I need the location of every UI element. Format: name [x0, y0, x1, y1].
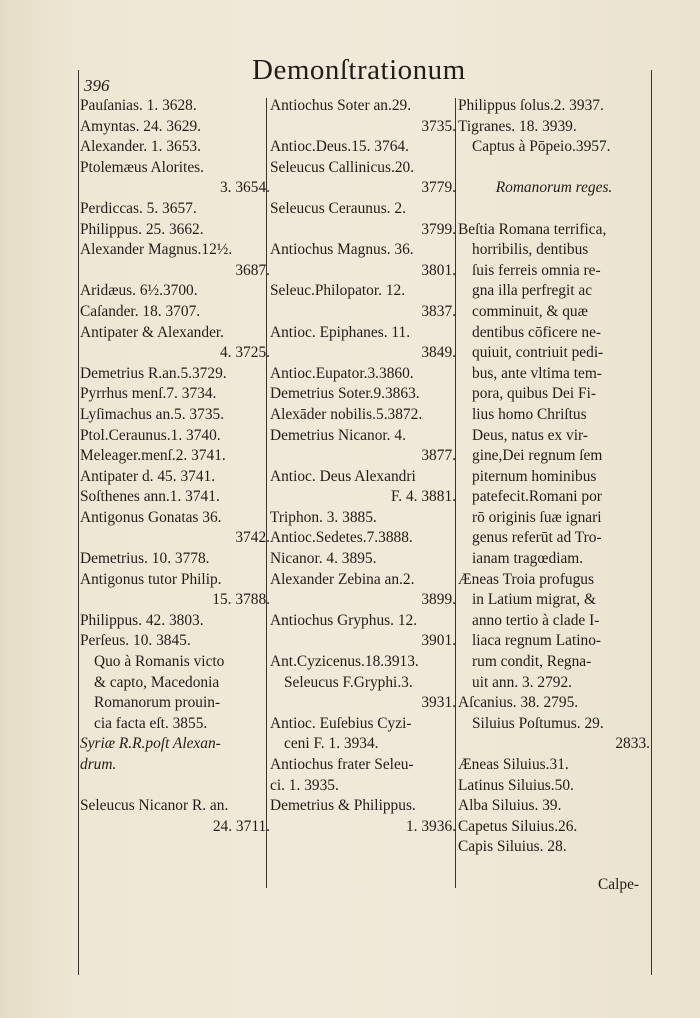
text-line: 4. 3725. [219, 344, 270, 362]
text-line: Antiochus frater Seleu- [270, 756, 414, 773]
text-line: Antioc. Euſebius Cyzi- [270, 714, 412, 732]
text-line: Romanorum reges. [495, 179, 613, 197]
column-left [80, 96, 270, 837]
text-line: Deus, natus ex vir- [472, 426, 588, 444]
text-line: Seleucus Nicanor R. an. [80, 797, 229, 815]
text-line: 24. 3711. [212, 817, 270, 835]
text-line: Beſtia Romana terrifica, [458, 220, 607, 238]
text-line: in Latium migrat, & [472, 591, 596, 609]
text-line: Demetrius R.an.5.3729. [80, 364, 227, 382]
text-line: Æneas Troia profugus [458, 570, 594, 588]
text-line: Capis Siluius. 28. [458, 838, 567, 856]
text-line: Seleucus Ceraunus. 2. [270, 199, 406, 217]
text-line: Æneas Siluius.31. [458, 756, 569, 773]
text-line: gna illa perfregit ac [472, 282, 593, 300]
text-line: Antipater & Alexander. [80, 323, 225, 341]
text-line: Antioc. Deus Alexandri [270, 467, 416, 485]
text-line: Triphon. 3. 3885. [270, 508, 377, 526]
text-line: Seleucus Callinicus.20. [270, 158, 415, 176]
text-line: 3837. [421, 302, 456, 320]
text-line: drum. [80, 756, 117, 773]
text-line: dentibus cōficere ne- [472, 323, 602, 341]
text-line: Perſeus. 10. 3845. [80, 632, 191, 650]
text-line: Ant.Cyzicenus.18.3913. [270, 653, 419, 671]
text-line: Caſander. 18. 3707. [80, 302, 201, 320]
text-line: 3779. [421, 179, 456, 197]
text-line: Philippus ſolus.2. 3937. [458, 97, 604, 114]
text-line: Antigonus Gonatas 36. [80, 508, 222, 526]
text-line: Antioc.Deus.15. 3764. [270, 138, 409, 156]
text-line: 3901. [421, 632, 456, 650]
text-line: Alexander Zebina an.2. [270, 570, 415, 588]
text-line: Capetus Siluius.26. [458, 817, 578, 835]
text-line: Quo à Romanis victo [94, 653, 225, 671]
text-line: Perdiccas. 5. 3657. [80, 199, 197, 217]
text-line: Aſcanius. 38. 2795. [458, 694, 579, 712]
text-line: 3899. [421, 591, 456, 609]
text-line: Alexander. 1. 3653. [80, 138, 201, 156]
text-line: Antiochus Magnus. 36. [270, 241, 414, 259]
text-line: Siluius Poſtumus. 29. [472, 714, 604, 732]
text-line: Pauſanias. 1. 3628. [80, 97, 197, 114]
text-line: 2833. [615, 735, 650, 753]
text-line: 3687. [235, 261, 270, 279]
text-line: Philippus. 42. 3803. [80, 611, 204, 629]
text-line: ianam tragœdiam. [472, 550, 584, 568]
text-line: Aridæus. 6½.3700. [80, 282, 198, 300]
text-line: Lyſimachus an.5. 3735. [80, 405, 225, 423]
text-line: 1. 3936. [405, 817, 456, 835]
text-line: Alba Siluius. 39. [458, 797, 562, 815]
text-line: Demetrius Nicanor. 4. [270, 426, 406, 444]
text-line: Demetrius Soter.9.3863. [270, 385, 420, 403]
text-line: gine,Dei regnum ſem [472, 447, 603, 465]
left-margin-rule [78, 70, 79, 975]
text-line: Antiochus Soter an.29. [270, 97, 412, 114]
text-line: Antioc.Sedetes.7.3888. [270, 529, 413, 547]
text-line: 3. 3654. [219, 179, 270, 197]
text-line: Philippus. 25. 3662. [80, 220, 204, 238]
text-line: uit ann. 3. 2792. [472, 673, 573, 691]
text-line: Antioc. Epiphanes. 11. [270, 323, 411, 341]
text-line: 3801. [421, 261, 456, 279]
text-line: Latinus Siluius.50. [458, 776, 574, 794]
text-line: genus referūt ad Tro- [472, 529, 602, 547]
text-line: Demetrius. 10. 3778. [80, 550, 210, 568]
text-line: Romanorum prouin- [94, 694, 221, 712]
column-right [458, 96, 650, 858]
text-line: 3931. [421, 694, 456, 712]
text-line: & capto, Macedonia [94, 673, 220, 691]
text-line [80, 776, 270, 797]
text-line [458, 158, 650, 179]
text-line: cia facta eſt. 3855. [94, 714, 208, 732]
page-number: 396 [84, 76, 110, 95]
text-line: Antioc.Eupator.3.3860. [270, 364, 414, 382]
text-line: 3742. [235, 529, 270, 547]
text-line: pora, quibus Dei Fi- [472, 385, 596, 403]
text-line: bus, ante vltima tem- [472, 364, 602, 382]
text-line: Ptolemæus Alorites. [80, 158, 204, 176]
text-line: ceni F. 1. 3934. [284, 735, 379, 753]
text-line: Captus à Pōpeio.3957. [472, 138, 611, 156]
text-line: 3799. [421, 220, 456, 238]
text-line: Antipater d. 45. 3741. [80, 467, 216, 485]
right-margin-rule [651, 70, 652, 975]
text-line: Demetrius & Philippus. [270, 797, 416, 815]
text-line: Syriæ R.R.poſt Alexan- [80, 735, 221, 753]
text-line: comminuit, & quæ [472, 302, 588, 320]
text-line [458, 199, 650, 220]
text-line: Seleucus F.Gryphi.3. [284, 673, 413, 691]
text-line: ci. 1. 3935. [270, 776, 339, 794]
catchword: Calpe- [598, 876, 640, 893]
text-line: Antiochus Gryphus. 12. [270, 611, 418, 629]
text-line: anno tertio à clade I- [472, 611, 600, 629]
text-line: Amyntas. 24. 3629. [80, 117, 201, 135]
text-line: liaca regnum Latino- [472, 632, 602, 650]
text-line: 3849. [421, 344, 456, 362]
text-line: Ptol.Ceraunus.1. 3740. [80, 426, 221, 444]
text-line: Seleuc.Philopator. 12. [270, 282, 406, 300]
column-middle [270, 96, 456, 837]
text-line: 3735. [421, 117, 456, 135]
text-line: quiuit, contriuit pedi- [472, 344, 604, 362]
text-line: patefecit.Romani por [472, 488, 602, 506]
text-line: Tigranes. 18. 3939. [458, 117, 577, 135]
text-line: Soſthenes ann.1. 3741. [80, 488, 220, 506]
text-line: Meleager.menſ.2. 3741. [80, 447, 226, 465]
text-line: Nicanor. 4. 3895. [270, 550, 377, 568]
text-line: horribilis, dentibus [472, 241, 589, 259]
text-line: Antigonus tutor Philip. [80, 570, 222, 588]
text-line: F. 4. 3881. [390, 488, 456, 506]
text-line: Alexāder nobilis.5.3872. [270, 405, 423, 423]
text-line: rum condit, Regna- [472, 653, 592, 671]
text-line: ſuis ferreis omnia re- [472, 261, 601, 279]
text-line: 15. 3788. [212, 591, 270, 609]
text-line: 3877. [421, 447, 456, 465]
text-line: rō originis ſuæ ignari [472, 508, 602, 526]
text-line: piternum hominibus [472, 467, 597, 485]
text-line: Alexander Magnus.12½. [80, 241, 233, 259]
text-line: lius homo Chriſtus [472, 405, 587, 423]
running-head: Demonſtrationum [252, 54, 466, 86]
text-line: Pyrrhus menſ.7. 3734. [80, 385, 217, 403]
